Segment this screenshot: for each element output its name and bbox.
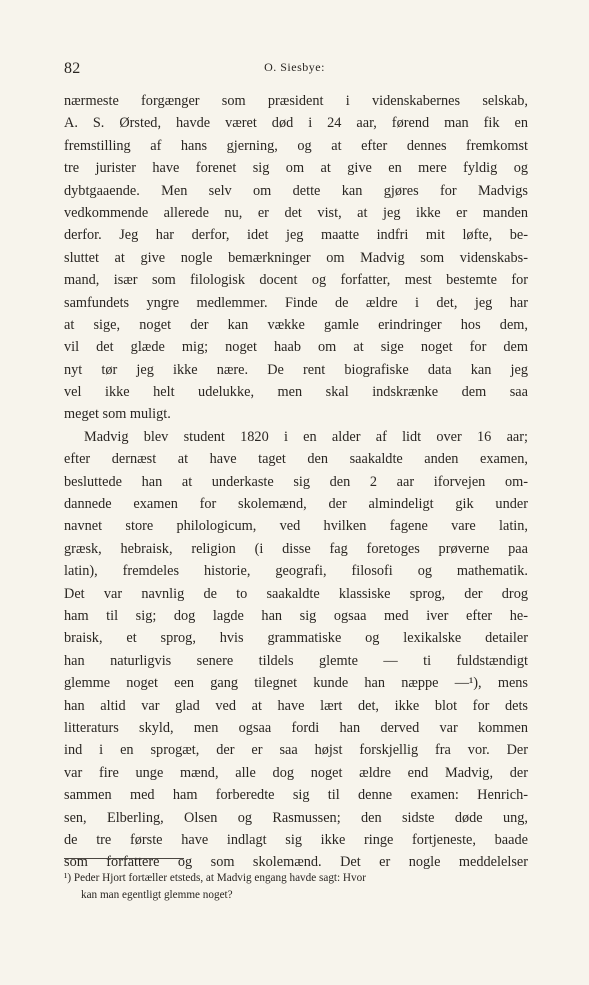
text-line: vil det glæde mig; noget haab om at sige noget for dem	[64, 339, 528, 356]
text-line: nærmeste forgænger som præsident i videnskabernes selskab,	[64, 93, 528, 109]
text-line: Madvig blev student 1820 i en alder af lidt over 16 aar;	[84, 428, 528, 445]
text-line: var fire unge mænd, alle dog noget ældre end Madvig, der	[64, 764, 528, 781]
text-line: meget som muligt.	[64, 406, 171, 423]
text-line: mand, især som filologisk docent og forfatter, mest bestemte for	[64, 272, 528, 289]
text-line: efter dernæst at have taget den saakaldte anden examen,	[64, 451, 528, 468]
text-line: græsk, hebraisk, religion (i disse fag foretoges prøverne paa	[64, 540, 528, 557]
text-line: ind i en sprogæt, der er saa højst forskjellig fra vor. Der	[64, 742, 528, 759]
body-text	[64, 90, 528, 874]
text-line: dybtgaaende. Men selv om dette kan gjøres for Madvigs	[64, 182, 528, 199]
text-line: besluttede han at underkaste sig den 2 aar iforvejen om-	[64, 473, 528, 490]
footnote-rule	[64, 858, 184, 859]
text-line: A. S. Ørsted, havde været død i 24 aar, førend man fik en	[64, 115, 528, 132]
text-line: glemme noget een gang tilegnet kunde han næppe —¹), mens	[64, 675, 528, 692]
footnote-line: kan man egentligt glemme noget?	[81, 889, 233, 901]
text-line: dannede examen for skolemænd, der almindeligt gik under	[64, 496, 528, 513]
text-line: derfor. Jeg har derfor, idet jeg maatte indfri mit løfte, be-	[64, 227, 528, 244]
text-line: sluttet at give nogle bemærkninger om Madvig som videnskabs-	[64, 249, 528, 266]
text-line: latin), fremdeles historie, geografi, filosofi og mathematik.	[64, 563, 528, 580]
text-line: vedkommende allerede nu, er det vist, at jeg ikke er manden	[64, 204, 528, 221]
footnote-line: ¹) Peder Hjort fortæller etsteds, at Madvig engang havde sagt: Hvor	[64, 872, 366, 884]
text-line: sammen med ham forberedte sig til denne examen: Henrich-	[64, 787, 528, 804]
text-line: fremstilling af hans gjerning, og at efter dennes fremkomst	[64, 137, 528, 154]
text-line: navnet store philologicum, ved hvilken fagene vare latin,	[64, 518, 528, 535]
text-line: litteraturs skyld, men ogsaa fordi han derved var kommen	[64, 719, 528, 736]
footnotes	[64, 870, 504, 904]
text-line: nyt tør jeg ikke nære. De rent biografiske data kan jeg	[64, 361, 528, 378]
text-line: ham til sig; dog lagde han sig ogsaa med iver efter he-	[64, 607, 528, 624]
text-line: vel ikke helt udelukke, men skal indskrænke dem saa	[64, 384, 528, 401]
text-line: Det var navnlig de to saakaldte klassiske sprog, der drog	[64, 585, 528, 602]
text-line: braisk, et sprog, hvis grammatiske og lexikalske detailer	[64, 630, 528, 647]
running-head: O. Siesbye:	[264, 60, 325, 74]
text-line: samfundets yngre medlemmer. Finde de ældre i det, jeg har	[64, 294, 528, 311]
text-line: han altid var glad ved at have lært det, ikke blot for dets	[64, 697, 528, 714]
text-line: de tre første have indlagt sig ikke ringe fortjeneste, baade	[64, 831, 528, 848]
page-number: 82	[64, 60, 81, 77]
text-line: han naturligvis senere tildels glemte — ti fuldstændigt	[64, 652, 528, 669]
text-line: som forfattere og som skolemænd. Det er nogle meddelelser	[64, 854, 528, 871]
text-line: tre jurister have forenet sig om at give en mere fyldig og	[64, 160, 528, 177]
text-line: sen, Elberling, Olsen og Rasmussen; den sidste døde ung,	[64, 809, 528, 826]
text-line: at sige, noget der kan vække gamle erindringer hos dem,	[64, 316, 528, 333]
